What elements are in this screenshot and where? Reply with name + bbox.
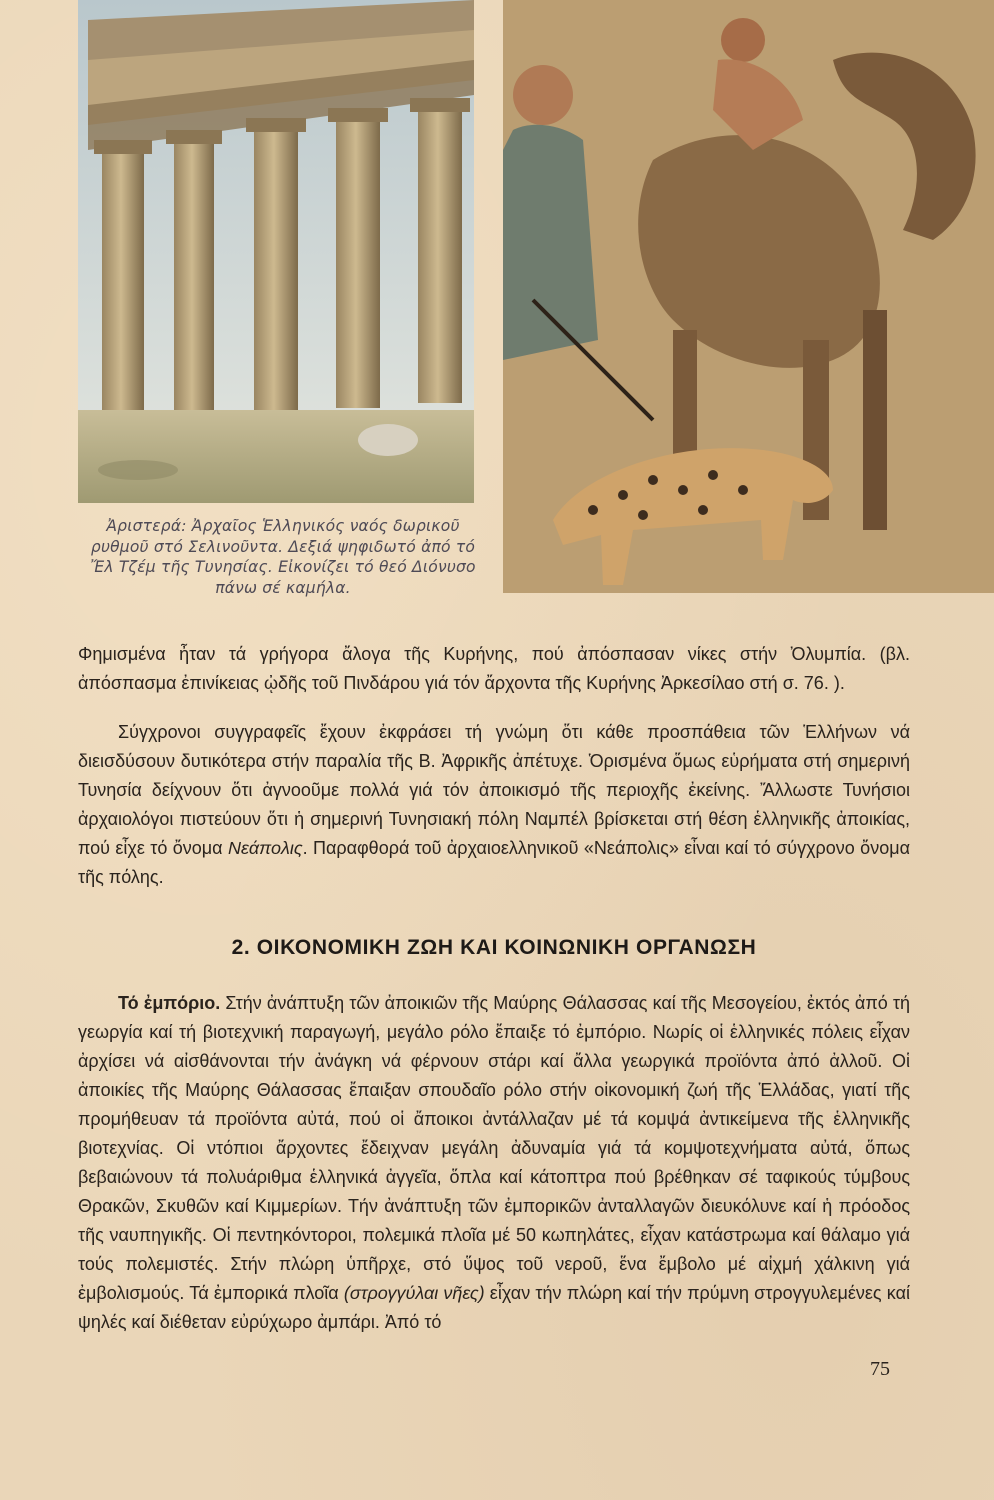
temple-illustration [78,0,474,503]
section-heading: 2. ΟΙΚΟΝΟΜΙΚΗ ΖΩΗ ΚΑΙ ΚΟΙΝΩΝΙΚΗ ΟΡΓΑΝΩΣΗ [231,936,757,959]
text-run: εἶχαν τήν πλώρη καί τήν πρύμνη στρογγυλεμένες καί ψηλές καί διέθεταν εὐρύχωρο ἀμπάρι. Ἀπό τό [78,1283,910,1332]
paragraph-trade [78,989,910,1337]
paragraph-neapolis [78,718,910,892]
mosaic-illustration [503,0,994,593]
run-in-heading: Τό ἐμπόριο. [118,993,221,1013]
mosaic-photo [503,0,994,593]
italic-term: Νεάπολις [227,838,303,858]
text-run: Στήν ἀνάπτυξη τῶν ἀποικιῶν τῆς Μαύρης Θάλασσας καί τῆς Μεσογείου, ἐκτός ἀπό τή γεωργία καί τή βιοτεχνική παραγωγή, μεγάλο ρόλο ἔπαιξε τό ἐμπόριο. Νωρίς οἱ ἑλληνικές πόλεις εἶχαν ἀρχίσει νά αἰσθάνονται τήν ἀνάγκη νά φέρνουν στάρι καί ἄλλα γεωργικά προϊόντα ἀπό ἀλλοῦ. Οἱ ἀποικίες τῆς Μαύρης Θάλασσας ἔπαιξαν σπουδαῖο ρόλο στήν οἰκονομική ζωή τῆς Ἑλλάδας, γιατί τῆς προμήθευαν τά προϊόντα αὐτά, πού οἱ ἄποικοι ἀντάλλαζαν μέ τά κομψά ἀντικείμενα τῆς ἑλληνικῆς βιοτεχνίας. Οἱ ντόπιοι ἄρχοντες ἔδειχναν μεγάλη ἀδυναμία γιά τά κομψοτεχνήματα αὐτά, ὅπως βεβαιώνουν τά πολυάριθμα ἑλληνικά ἀγγεῖα, ὅπλα καί κάτοπτρα πού βρέθηκαν σέ ταφικούς τύμβους Θρακῶν, Σκυθῶν καί Κιμμερίων. Τήν ἀνάπτυξη τῶν ἐμπορικῶν ἀνταλλαγῶν διευκόλυνε καί ἡ πρόοδος τῆς ναυπηγικῆς. Οἱ πεντηκόντοροι, πολεμικά πλοῖα μέ 50 κωπηλάτες, εἶχαν κατάστρωμα καί θάλαμο γιά τούς πολεμιστές. Στήν πλώρη ὑπῆρχε, στό ὕψος τοῦ νεροῦ, ἕνα ἔμβολο μέ αἰχμή χάλκινη γιά ἐμβολισμούς. Τά ἐμπορικά πλοῖα [78,993,910,1303]
paragraph-text [78,989,910,1337]
page-number: 75 [870,1358,890,1380]
paragraph-text: Φημισμένα ἦταν τά γρήγορα ἄλογα τῆς Κυρήνης, πού ἀπόσπασαν νίκες στήν Ὀλυμπία. (βλ. ἀπόσπασμα ἐπινίκειας ᾠδῆς τοῦ Πινδάρου γιά τόν ἄρχοντα τῆς Κυρήνης Ἀρκεσίλαο στή σ. 76. ). [78,644,910,693]
temple-photo [78,0,474,503]
italic-term: (στρογγύλαι νῆες) [343,1283,485,1303]
paragraph-kyrene-horses [78,640,910,698]
figure-caption: Ἀριστερά: Ἀρχαῖος Ἑλληνικός ναός δωρικοῦ ρυθμοῦ στό Σελινοῦντα. Δεξιά ψηφιδωτό ἀπό τό Ἔλ Τζέμ τῆς Τυνησίας. Εἰκονίζει τό θεό Διόνυσο πάνω σέ καμήλα. [90,517,476,597]
text-run: Σύγχρονοι συγγραφεῖς ἔχουν ἐκφράσει τή γνώμη ὅτι κάθε προσπάθεια τῶν Ἑλλήνων νά διεισδύσουν δυτικότερα στήν παραλία τῆς Β. Ἀφρικῆς ἀπέτυχε. Ὁρισμένα ὅμως εὑρήματα στή σημερινή Τυνησία δείχνουν ὅτι ἀγνοοῦμε πολλά γιά τόν ἀποικισμό τῆς περιοχῆς ἐκείνης. Ἄλλωστε Τυνήσιοι ἀρχαιολόγοι πιστεύουν ὅτι ἡ σημερινή Τυνησιακή πόλη Ναμπέλ βρίσκεται στή θέση ἑλληνικῆς ἀποικίας, πού εἶχε τό ὄνομα [78,722,910,858]
paragraph-text [78,718,910,892]
text-run: . Παραφθορά τοῦ ἀρχαιοελληνικοῦ «Νεάπολις» εἶναι καί τό σύγχρονο ὄνομα τῆς πόλης. [78,838,910,887]
